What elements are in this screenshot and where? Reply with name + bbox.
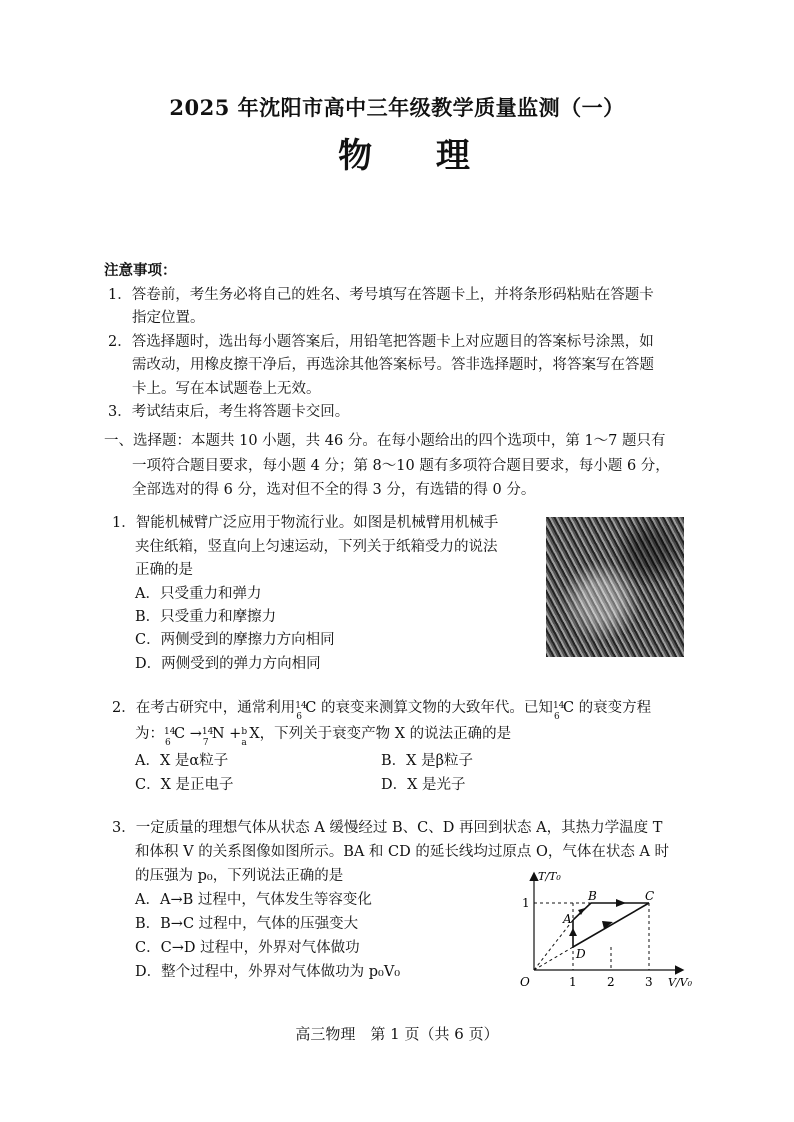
q2-option-c: C．X 是正电子	[135, 777, 234, 793]
q2-option-b: B．X 是β粒子	[381, 753, 473, 769]
y-tick-1: 1	[522, 896, 530, 910]
q3-option-b: B．B→C 过程中，气体的压强变大	[135, 916, 359, 932]
notice-item-2-line-2: 需改动，用橡皮擦干净后，再选涂其他答案标号。答非选择题时，将答案写在答题	[132, 357, 654, 373]
q1-stem-line-2: 夹住纸箱，竖直向上匀速运动，下列关于纸箱受力的说法	[135, 539, 498, 555]
notice-item-1-line-1: 1．答卷前，考生务必将自己的姓名、考号填写在答题卡上，并将条形码粘贴在答题卡	[108, 287, 654, 303]
arrow-bc	[616, 899, 626, 907]
x-tick-1: 1	[569, 975, 577, 989]
point-d-label: D	[576, 947, 586, 961]
q1-option-d: D．两侧受到的弹力方向相同	[135, 656, 321, 672]
q3-option-c: C．C→D 过程中，外界对气体做功	[135, 940, 360, 956]
subject-title: 物 理	[338, 136, 496, 176]
x-tick-3: 3	[645, 975, 653, 989]
q1-option-b: B．只受重力和摩擦力	[135, 609, 277, 625]
q2-option-a: A．X 是α粒子	[135, 753, 229, 769]
q3-stem-line-2: 和体积 V 的关系图像如图所示。BA 和 CD 的延长线均过原点 O，气体在状态 A 时	[135, 844, 670, 860]
q3-stem-line-3: 的压强为 p₀，下列说法正确的是	[135, 868, 344, 884]
y-axis-label: T/T₀	[538, 870, 561, 883]
page-footer: 高三物理 第 1 页（共 6 页）	[295, 1025, 499, 1043]
origin-label: O	[520, 975, 530, 989]
q2-stem-line-1: 2．在考古研究中，通常利用 14 6 C 的衰变来测算文物的大致年代。已知 14 6 C 的衰变方程	[112, 700, 652, 722]
notice-heading: 注意事项：	[104, 262, 177, 279]
q2-equation-line: 为： 14 6 C → 14 7 N + b a X，下列关于衰变产物 X 的说法正确的是	[135, 726, 512, 748]
q1-option-a: A．只受重力和弹力	[135, 586, 262, 602]
notice-item-2-line-1: 2．答选择题时，选出每小题答案后，用铅笔把答题卡上对应题目的答案标号涂黑，如	[108, 334, 654, 350]
q3-option-a: A．A→B 过程中，气体发生等容变化	[135, 892, 372, 908]
notice-item-2-line-3: 卡上。写在本试题卷上无效。	[132, 381, 321, 397]
ba-extension	[534, 920, 573, 970]
x-axis-label: V/V₀	[668, 976, 693, 989]
exam-title: 2025 年沈阳市高中三年级教学质量监测（一）	[169, 95, 625, 120]
q2-option-d: D．X 是光子	[381, 777, 466, 793]
point-c-label: C	[645, 889, 655, 903]
section1-line-1: 一、选择题：本题共 10 小题，共 46 分。在每小题给出的四个选项中，第 1～7 题只有	[104, 433, 666, 449]
q3-option-d: D．整个过程中，外界对气体做功为 p₀V₀	[135, 964, 401, 980]
point-a-label: A	[563, 912, 572, 926]
cd-extension	[534, 947, 573, 970]
arrow-da	[569, 928, 577, 936]
tv-graph	[510, 866, 700, 992]
x-tick-2: 2	[607, 975, 615, 989]
robot-arm-photo	[546, 517, 684, 657]
section1-line-2: 一项符合题目要求，每小题 4 分；第 8～10 题有多项符合题目要求，每小题 6 分，	[132, 458, 670, 474]
notice-item-3-line-1: 3．考试结束后，考生将答题卡交回。	[108, 404, 350, 420]
q1-stem-line-3: 正确的是	[135, 562, 193, 578]
q1-option-c: C．两侧受到的摩擦力方向相同	[135, 632, 335, 648]
q1-stem-line-1: 1．智能机械臂广泛应用于物流行业。如图是机械臂用机械手	[112, 515, 499, 531]
notice-item-1-line-2: 指定位置。	[132, 310, 205, 326]
section1-line-3: 全部选对的得 6 分，选对但不全的得 3 分，有选错的得 0 分。	[132, 482, 536, 498]
point-b-label: B	[588, 889, 597, 903]
q3-stem-line-1: 3．一定质量的理想气体从状态 A 缓慢经过 B、C、D 再回到状态 A，其热力学温度 T	[112, 820, 663, 836]
